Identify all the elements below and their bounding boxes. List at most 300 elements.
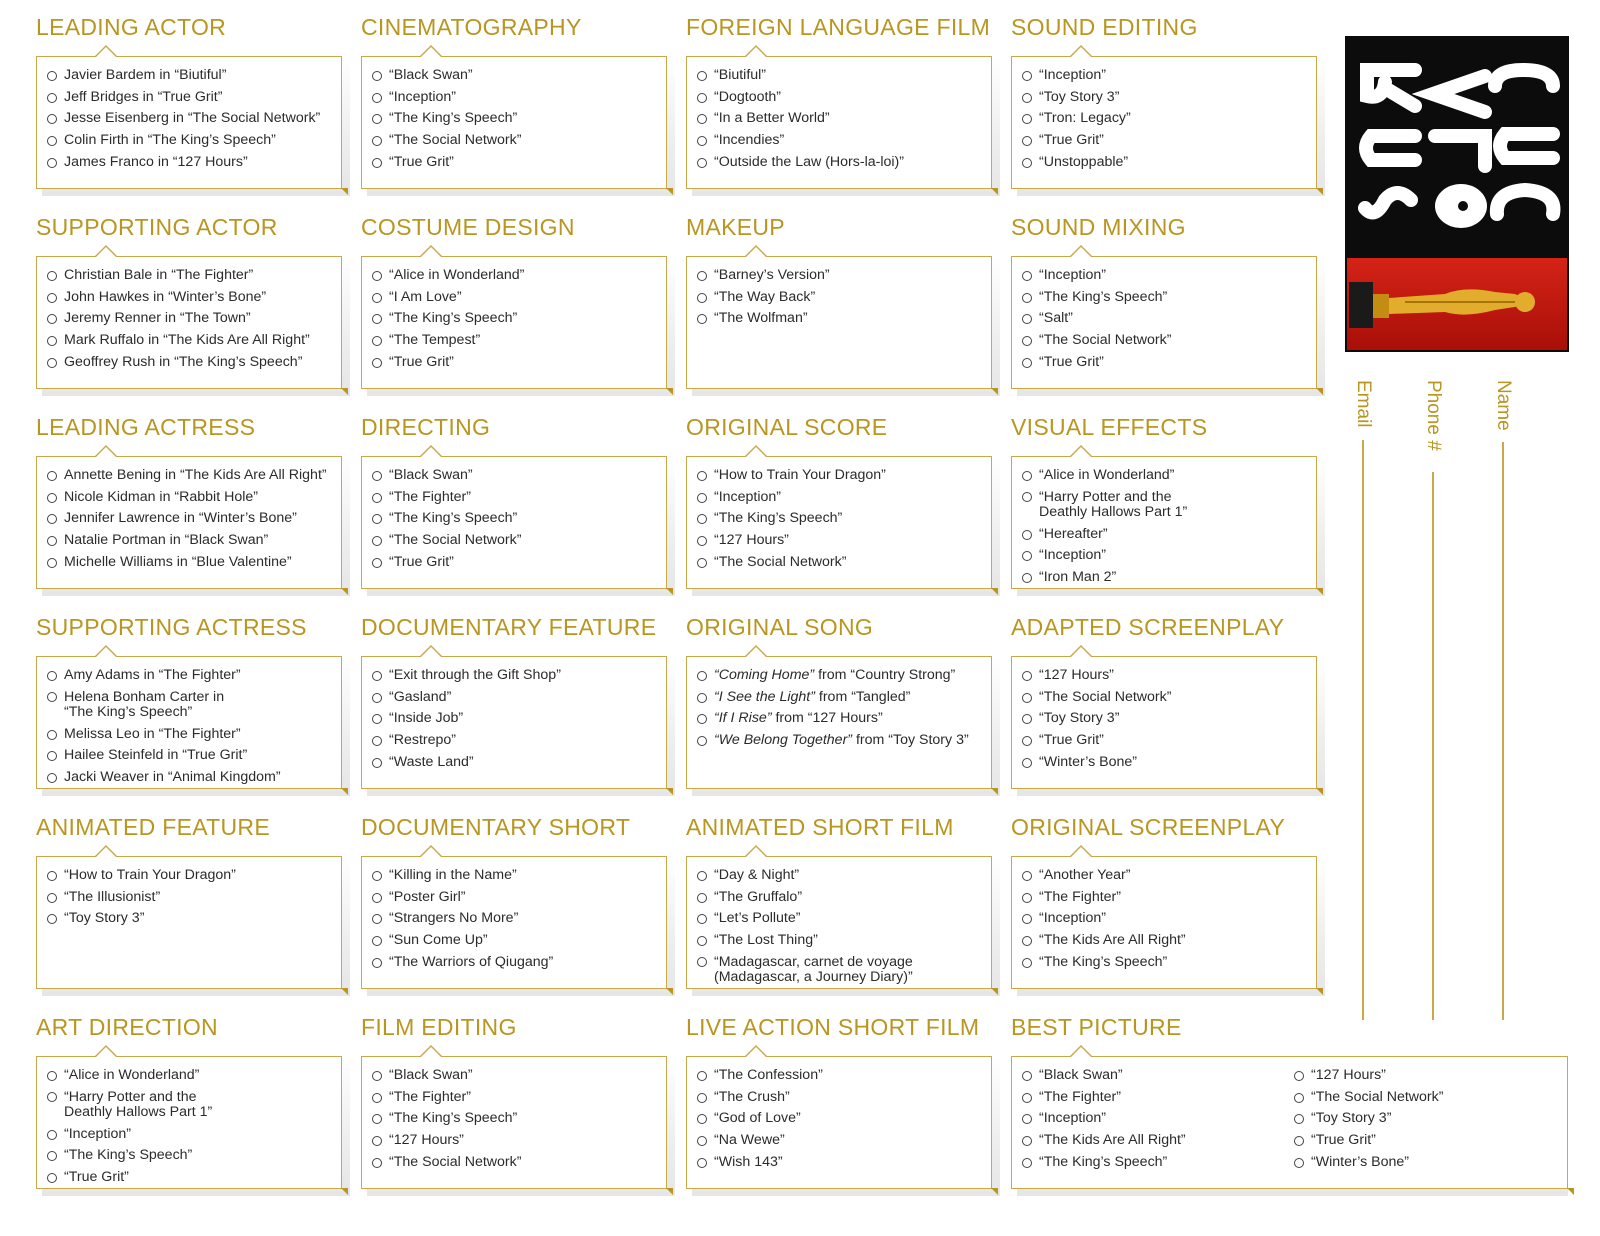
radio-circle-icon[interactable] bbox=[372, 514, 382, 524]
oscar-statuette-icon bbox=[1349, 282, 1535, 328]
song-film: from “Country Strong” bbox=[814, 667, 956, 683]
name-line[interactable] bbox=[1502, 442, 1504, 1020]
radio-circle-icon[interactable] bbox=[1294, 1136, 1304, 1146]
radio-circle-icon[interactable] bbox=[1022, 492, 1032, 502]
radio-circle-icon[interactable] bbox=[47, 1071, 57, 1081]
radio-circle-icon[interactable] bbox=[47, 471, 57, 481]
radio-circle-icon[interactable] bbox=[697, 1136, 707, 1146]
radio-circle-icon[interactable] bbox=[372, 893, 382, 903]
nominee-option[interactable] bbox=[697, 552, 991, 574]
radio-circle-icon[interactable] bbox=[1294, 1158, 1304, 1168]
nominee-option[interactable] bbox=[47, 745, 341, 767]
nominee-label: “The Fighter” bbox=[389, 1088, 471, 1105]
nominee-label: “The Social Network” bbox=[1039, 332, 1172, 349]
nominee-option[interactable] bbox=[1022, 908, 1316, 930]
radio-circle-icon[interactable] bbox=[697, 914, 707, 924]
nominee-label: “Poster Girl” bbox=[389, 888, 466, 905]
notch-pointer bbox=[744, 1045, 768, 1057]
category-leading-actress bbox=[36, 400, 344, 580]
nominee-option[interactable] bbox=[372, 930, 666, 952]
radio-circle-icon[interactable] bbox=[372, 493, 382, 503]
nominee-option[interactable] bbox=[372, 1108, 666, 1130]
nominee-list bbox=[687, 257, 991, 330]
nominee-option[interactable] bbox=[697, 1108, 991, 1130]
nominee-list bbox=[1012, 857, 1316, 974]
radio-circle-icon[interactable] bbox=[1022, 271, 1032, 281]
nominee-option[interactable] bbox=[697, 265, 991, 287]
radio-circle-icon[interactable] bbox=[47, 314, 57, 324]
category-supporting-actress bbox=[36, 600, 344, 786]
radio-circle-icon[interactable] bbox=[1294, 1093, 1304, 1103]
nominee-option[interactable] bbox=[47, 665, 341, 687]
nominee-option[interactable] bbox=[47, 1065, 341, 1087]
nominee-option[interactable] bbox=[697, 665, 991, 687]
radio-circle-icon[interactable] bbox=[372, 1136, 382, 1146]
radio-circle-icon[interactable] bbox=[1022, 136, 1032, 146]
nominee-label: Jennifer Lawrence in “Winter’s Bone” bbox=[64, 510, 297, 527]
nominee-option[interactable] bbox=[1022, 930, 1316, 952]
nominee-box bbox=[686, 456, 992, 589]
radio-circle-icon[interactable] bbox=[1022, 893, 1032, 903]
radio-circle-icon[interactable] bbox=[47, 293, 57, 303]
nominee-option[interactable] bbox=[372, 508, 666, 530]
nominee-option[interactable] bbox=[697, 1130, 991, 1152]
nominee-option[interactable] bbox=[1022, 487, 1316, 524]
nominee-option[interactable] bbox=[47, 108, 341, 130]
nominee-option[interactable] bbox=[697, 65, 991, 87]
nominee-option[interactable] bbox=[372, 687, 666, 709]
nominee-label: “Hereafter” bbox=[1039, 525, 1108, 542]
radio-circle-icon[interactable] bbox=[1022, 958, 1032, 968]
category-title: BEST PICTURE bbox=[1011, 1014, 1182, 1040]
nominee-option[interactable] bbox=[1022, 687, 1316, 709]
nominee-option[interactable] bbox=[1022, 87, 1316, 109]
nominee-label: “The Social Network” bbox=[1039, 688, 1172, 705]
radio-circle-icon[interactable] bbox=[47, 71, 57, 81]
nominee-option[interactable] bbox=[47, 265, 341, 287]
nominee-option[interactable] bbox=[1022, 730, 1316, 752]
radio-circle-icon[interactable] bbox=[47, 671, 57, 681]
radio-circle-icon[interactable] bbox=[697, 293, 707, 303]
radio-circle-icon[interactable] bbox=[1022, 93, 1032, 103]
radio-circle-icon[interactable] bbox=[372, 271, 382, 281]
radio-circle-icon[interactable] bbox=[47, 692, 57, 702]
nominee-option[interactable] bbox=[47, 1087, 341, 1124]
notch-pointer bbox=[419, 1045, 443, 1057]
radio-circle-icon[interactable] bbox=[1022, 314, 1032, 324]
category-title: SUPPORTING ACTOR bbox=[36, 214, 278, 240]
nominee-option[interactable] bbox=[47, 724, 341, 746]
song-title: “Coming Home” bbox=[714, 667, 815, 683]
nominee-option[interactable] bbox=[47, 908, 341, 930]
nominee-option[interactable] bbox=[697, 930, 991, 952]
nominee-option[interactable] bbox=[47, 465, 341, 487]
nominee-option[interactable] bbox=[47, 1124, 341, 1146]
nominee-option[interactable] bbox=[697, 530, 991, 552]
nominee-option[interactable] bbox=[372, 265, 666, 287]
nominee-option[interactable] bbox=[372, 730, 666, 752]
nominee-option[interactable] bbox=[697, 708, 991, 730]
radio-circle-icon[interactable] bbox=[697, 271, 707, 281]
nominee-option[interactable] bbox=[1022, 265, 1316, 287]
radio-circle-icon[interactable] bbox=[47, 1130, 57, 1140]
nominee-option[interactable] bbox=[1294, 1152, 1556, 1174]
nominee-option[interactable] bbox=[372, 65, 666, 87]
radio-circle-icon[interactable] bbox=[372, 158, 382, 168]
nominee-option[interactable] bbox=[697, 152, 991, 174]
nominee-label: “The Warriors of Qiugang” bbox=[389, 953, 554, 970]
nominee-option[interactable] bbox=[1022, 708, 1316, 730]
nominee-option[interactable] bbox=[1022, 524, 1316, 546]
nominee-option[interactable] bbox=[697, 287, 991, 309]
email-field[interactable] bbox=[1352, 380, 1392, 1020]
nominee-label: “The Lost Thing” bbox=[714, 932, 818, 949]
radio-circle-icon[interactable] bbox=[372, 914, 382, 924]
radio-circle-icon[interactable] bbox=[1022, 293, 1032, 303]
radio-circle-icon[interactable] bbox=[372, 1071, 382, 1081]
nominee-option[interactable] bbox=[372, 330, 666, 352]
logo-art bbox=[1345, 36, 1569, 352]
radio-circle-icon[interactable] bbox=[372, 558, 382, 568]
nominee-option[interactable] bbox=[47, 87, 341, 109]
nominee-label: “Day & Night” bbox=[714, 867, 800, 883]
radio-circle-icon[interactable] bbox=[372, 471, 382, 481]
nominee-option[interactable] bbox=[47, 767, 341, 789]
nominee-label: “Let’s Pollute” bbox=[714, 910, 801, 927]
nominee-option[interactable] bbox=[1022, 1152, 1284, 1174]
nominee-option[interactable] bbox=[372, 752, 666, 774]
nominee-label: “The Illusionist” bbox=[64, 888, 161, 905]
nominee-option[interactable] bbox=[697, 1152, 991, 1174]
radio-circle-icon[interactable] bbox=[1022, 551, 1032, 561]
nominee-option[interactable] bbox=[47, 487, 341, 509]
radio-circle-icon[interactable] bbox=[697, 1158, 707, 1168]
radio-circle-icon[interactable] bbox=[47, 93, 57, 103]
category-title: LEADING ACTOR bbox=[36, 14, 227, 40]
nominee-label: “The Way Back” bbox=[714, 288, 816, 305]
nominee-option[interactable] bbox=[47, 887, 341, 909]
nominee-option[interactable] bbox=[1022, 108, 1316, 130]
notch-pointer bbox=[419, 645, 443, 657]
nominee-label: “Waste Land” bbox=[389, 753, 474, 770]
nominee-option[interactable] bbox=[1022, 308, 1316, 330]
nominee-box bbox=[36, 656, 342, 789]
nominee-option[interactable] bbox=[372, 465, 666, 487]
nominee-option[interactable] bbox=[697, 887, 991, 909]
radio-circle-icon[interactable] bbox=[47, 558, 57, 568]
nominee-option[interactable] bbox=[372, 152, 666, 174]
radio-circle-icon[interactable] bbox=[372, 958, 382, 968]
nominee-option[interactable] bbox=[1022, 1087, 1284, 1109]
nominee-option[interactable] bbox=[372, 487, 666, 509]
nominee-option[interactable] bbox=[372, 665, 666, 687]
radio-circle-icon[interactable] bbox=[697, 114, 707, 124]
nominee-option[interactable] bbox=[1022, 352, 1316, 374]
nominee-option[interactable] bbox=[1294, 1087, 1556, 1109]
radio-circle-icon[interactable] bbox=[1022, 573, 1032, 583]
nominee-option[interactable] bbox=[697, 87, 991, 109]
radio-circle-icon[interactable] bbox=[697, 93, 707, 103]
nominee-option[interactable] bbox=[372, 708, 666, 730]
radio-circle-icon[interactable] bbox=[697, 936, 707, 946]
category-title: SOUND EDITING bbox=[1011, 14, 1198, 40]
radio-circle-icon[interactable] bbox=[1022, 71, 1032, 81]
phone-line[interactable] bbox=[1432, 472, 1434, 1020]
radio-circle-icon[interactable] bbox=[1022, 693, 1032, 703]
radio-circle-icon[interactable] bbox=[47, 893, 57, 903]
radio-circle-icon[interactable] bbox=[372, 871, 382, 881]
radio-circle-icon[interactable] bbox=[372, 358, 382, 368]
nominee-option[interactable] bbox=[1022, 330, 1316, 352]
nominee-option[interactable] bbox=[47, 530, 341, 552]
radio-circle-icon[interactable] bbox=[1294, 1071, 1304, 1081]
radio-circle-icon[interactable] bbox=[372, 114, 382, 124]
radio-circle-icon[interactable] bbox=[1022, 358, 1032, 368]
nominee-option[interactable] bbox=[1022, 665, 1316, 687]
nominee-option[interactable] bbox=[372, 287, 666, 309]
nominee-option[interactable] bbox=[1022, 887, 1316, 909]
radio-circle-icon[interactable] bbox=[372, 758, 382, 768]
nominee-box bbox=[36, 1056, 342, 1189]
radio-circle-icon[interactable] bbox=[1022, 471, 1032, 481]
radio-circle-icon[interactable] bbox=[697, 471, 707, 481]
nominee-label: Hailee Steinfeld in “True Grit” bbox=[64, 747, 248, 764]
radio-circle-icon[interactable] bbox=[697, 893, 707, 903]
nominee-option[interactable] bbox=[697, 865, 991, 887]
nominee-option[interactable] bbox=[47, 330, 341, 352]
nominee-option[interactable] bbox=[372, 952, 666, 974]
nominee-option[interactable] bbox=[1022, 65, 1316, 87]
nominee-list bbox=[37, 657, 341, 789]
radio-circle-icon[interactable] bbox=[697, 158, 707, 168]
radio-circle-icon[interactable] bbox=[697, 871, 707, 881]
nominee-option[interactable] bbox=[1022, 1130, 1284, 1152]
radio-circle-icon[interactable] bbox=[47, 493, 57, 503]
nominee-option[interactable] bbox=[372, 1152, 666, 1174]
nominee-option[interactable] bbox=[697, 487, 991, 509]
nominee-label: “Incendies” bbox=[714, 132, 785, 149]
notch-pointer bbox=[419, 445, 443, 457]
radio-circle-icon[interactable] bbox=[697, 957, 707, 967]
nominee-option[interactable] bbox=[372, 552, 666, 574]
nominee-option[interactable] bbox=[697, 1065, 991, 1087]
nominee-option[interactable] bbox=[47, 152, 341, 174]
radio-circle-icon[interactable] bbox=[1022, 158, 1032, 168]
radio-circle-icon[interactable] bbox=[697, 136, 707, 146]
nominee-option[interactable] bbox=[372, 887, 666, 909]
nominee-option[interactable] bbox=[47, 1145, 341, 1167]
nominee-label: Jeff Bridges in “True Grit” bbox=[64, 88, 223, 105]
radio-circle-icon[interactable] bbox=[372, 1093, 382, 1103]
radio-circle-icon[interactable] bbox=[47, 1092, 57, 1102]
radio-circle-icon[interactable] bbox=[697, 736, 707, 746]
radio-circle-icon[interactable] bbox=[372, 693, 382, 703]
category-live-action-short-film bbox=[686, 1000, 994, 1180]
nominee-option[interactable] bbox=[47, 287, 341, 309]
radio-circle-icon[interactable] bbox=[1022, 914, 1032, 924]
phone-field[interactable] bbox=[1422, 380, 1462, 1020]
nominee-option[interactable] bbox=[697, 687, 991, 709]
nominee-option[interactable] bbox=[47, 1167, 341, 1189]
category-title: ORIGINAL SONG bbox=[686, 614, 874, 640]
nominee-option[interactable] bbox=[372, 530, 666, 552]
nominee-option[interactable] bbox=[1022, 752, 1316, 774]
radio-circle-icon[interactable] bbox=[697, 71, 707, 81]
nominee-option[interactable] bbox=[1294, 1130, 1556, 1152]
nominee-option[interactable] bbox=[372, 87, 666, 109]
email-label: Email bbox=[1353, 380, 1374, 428]
radio-circle-icon[interactable] bbox=[47, 158, 57, 168]
song-title: “We Belong Together” bbox=[714, 732, 853, 749]
radio-circle-icon[interactable] bbox=[1022, 1158, 1032, 1168]
radio-circle-icon[interactable] bbox=[697, 493, 707, 503]
nominee-option[interactable] bbox=[1022, 1108, 1284, 1130]
nominee-option[interactable] bbox=[372, 865, 666, 887]
nominee-option[interactable] bbox=[697, 308, 991, 330]
radio-circle-icon[interactable] bbox=[47, 773, 57, 783]
radio-circle-icon[interactable] bbox=[372, 714, 382, 724]
radio-circle-icon[interactable] bbox=[1022, 530, 1032, 540]
radio-circle-icon[interactable] bbox=[47, 358, 57, 368]
radio-circle-icon[interactable] bbox=[1022, 1071, 1032, 1081]
radio-circle-icon[interactable] bbox=[372, 71, 382, 81]
nominee-list bbox=[687, 457, 991, 574]
radio-circle-icon[interactable] bbox=[697, 671, 707, 681]
nominee-option[interactable] bbox=[47, 65, 341, 87]
nominee-option[interactable] bbox=[1022, 152, 1316, 174]
radio-circle-icon[interactable] bbox=[1022, 758, 1032, 768]
nominee-option[interactable] bbox=[697, 108, 991, 130]
nominee-option[interactable] bbox=[1022, 545, 1316, 567]
radio-circle-icon[interactable] bbox=[372, 336, 382, 346]
nominee-option[interactable] bbox=[372, 1087, 666, 1109]
radio-circle-icon[interactable] bbox=[1294, 1114, 1304, 1124]
nominee-label: “True Grit” bbox=[389, 553, 454, 570]
nominee-option[interactable] bbox=[1294, 1065, 1556, 1087]
radio-circle-icon[interactable] bbox=[47, 871, 57, 881]
radio-circle-icon[interactable] bbox=[372, 293, 382, 303]
radio-circle-icon[interactable] bbox=[697, 714, 707, 724]
nominee-option[interactable] bbox=[1022, 952, 1316, 974]
nominee-label: “Outside the Law (Hors-la-loi)” bbox=[714, 153, 905, 170]
nominee-label: “Black Swan” bbox=[389, 67, 473, 83]
radio-circle-icon[interactable] bbox=[47, 514, 57, 524]
radio-circle-icon[interactable] bbox=[1022, 1136, 1032, 1146]
radio-circle-icon[interactable] bbox=[47, 914, 57, 924]
nominee-option[interactable] bbox=[1022, 465, 1316, 487]
radio-circle-icon[interactable] bbox=[1022, 1114, 1032, 1124]
logo-letter-o-dot bbox=[1458, 201, 1468, 211]
nominee-box bbox=[1011, 856, 1317, 989]
radio-circle-icon[interactable] bbox=[47, 114, 57, 124]
radio-circle-icon[interactable] bbox=[697, 536, 707, 546]
radio-circle-icon[interactable] bbox=[1022, 736, 1032, 746]
nominee-option[interactable] bbox=[372, 108, 666, 130]
radio-circle-icon[interactable] bbox=[1022, 1093, 1032, 1103]
nominee-option[interactable] bbox=[1022, 287, 1316, 309]
radio-circle-icon[interactable] bbox=[1022, 336, 1032, 346]
radio-circle-icon[interactable] bbox=[372, 93, 382, 103]
radio-circle-icon[interactable] bbox=[1022, 871, 1032, 881]
nominee-option[interactable] bbox=[47, 865, 341, 887]
radio-circle-icon[interactable] bbox=[372, 736, 382, 746]
radio-circle-icon[interactable] bbox=[697, 1071, 707, 1081]
email-line[interactable] bbox=[1362, 440, 1364, 1020]
nominee-label: Jesse Eisenberg in “The Social Network” bbox=[64, 110, 321, 127]
nominee-option[interactable] bbox=[47, 552, 341, 574]
nominee-label: “Exit through the Gift Shop” bbox=[389, 667, 561, 683]
radio-circle-icon[interactable] bbox=[372, 1158, 382, 1168]
nominee-option[interactable] bbox=[372, 1130, 666, 1152]
nominee-option[interactable] bbox=[697, 508, 991, 530]
radio-circle-icon[interactable] bbox=[697, 558, 707, 568]
nominee-option[interactable] bbox=[1022, 567, 1316, 589]
radio-circle-icon[interactable] bbox=[697, 514, 707, 524]
nominee-option[interactable] bbox=[372, 1065, 666, 1087]
radio-circle-icon[interactable] bbox=[697, 693, 707, 703]
radio-circle-icon[interactable] bbox=[1022, 714, 1032, 724]
radio-circle-icon[interactable] bbox=[1022, 936, 1032, 946]
nominee-option[interactable] bbox=[372, 308, 666, 330]
notch-pointer bbox=[1069, 845, 1093, 857]
radio-circle-icon[interactable] bbox=[372, 136, 382, 146]
radio-circle-icon[interactable] bbox=[1022, 671, 1032, 681]
radio-circle-icon[interactable] bbox=[47, 536, 57, 546]
radio-circle-icon[interactable] bbox=[372, 936, 382, 946]
nominee-option[interactable] bbox=[697, 465, 991, 487]
radio-circle-icon[interactable] bbox=[47, 136, 57, 146]
radio-circle-icon[interactable] bbox=[47, 730, 57, 740]
radio-circle-icon[interactable] bbox=[47, 1151, 57, 1161]
name-field[interactable] bbox=[1492, 380, 1532, 1020]
radio-circle-icon[interactable] bbox=[372, 314, 382, 324]
nominee-label: “127 Hours” bbox=[1039, 667, 1114, 683]
nominee-option[interactable] bbox=[697, 908, 991, 930]
radio-circle-icon[interactable] bbox=[47, 271, 57, 281]
nominee-option[interactable] bbox=[47, 130, 341, 152]
radio-circle-icon[interactable] bbox=[1022, 114, 1032, 124]
nominee-label: “The Social Network” bbox=[1311, 1088, 1444, 1105]
radio-circle-icon[interactable] bbox=[47, 336, 57, 346]
nominee-option[interactable] bbox=[47, 352, 341, 374]
nominee-option[interactable] bbox=[47, 687, 341, 724]
radio-circle-icon[interactable] bbox=[697, 314, 707, 324]
nominee-option[interactable] bbox=[372, 908, 666, 930]
nominee-option[interactable] bbox=[1022, 865, 1316, 887]
nominee-option[interactable] bbox=[372, 352, 666, 374]
nominee-option[interactable] bbox=[1294, 1108, 1556, 1130]
nominee-option[interactable] bbox=[372, 130, 666, 152]
nominee-option[interactable] bbox=[47, 308, 341, 330]
nominee-option[interactable] bbox=[47, 508, 341, 530]
category-title: ANIMATED FEATURE bbox=[36, 814, 270, 840]
nominee-option[interactable] bbox=[697, 130, 991, 152]
radio-circle-icon[interactable] bbox=[372, 1114, 382, 1124]
radio-circle-icon[interactable] bbox=[372, 536, 382, 546]
nominee-option[interactable] bbox=[697, 1087, 991, 1109]
radio-circle-icon[interactable] bbox=[47, 1173, 57, 1183]
nominee-option[interactable] bbox=[1022, 1065, 1284, 1087]
nominee-option[interactable] bbox=[1022, 130, 1316, 152]
radio-circle-icon[interactable] bbox=[47, 751, 57, 761]
nominee-option[interactable] bbox=[697, 730, 991, 752]
logo-letter-l bbox=[1435, 136, 1485, 166]
nominee-option[interactable] bbox=[697, 952, 991, 989]
radio-circle-icon[interactable] bbox=[697, 1114, 707, 1124]
nominee-box bbox=[36, 456, 342, 589]
radio-circle-icon[interactable] bbox=[372, 671, 382, 681]
radio-circle-icon[interactable] bbox=[697, 1093, 707, 1103]
